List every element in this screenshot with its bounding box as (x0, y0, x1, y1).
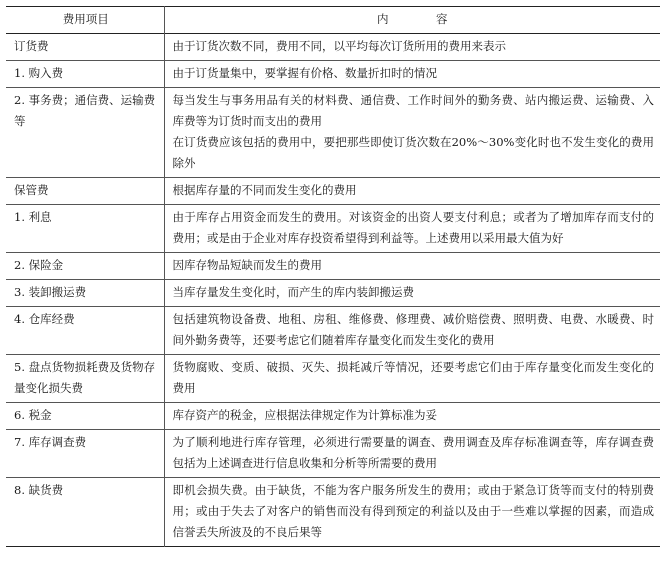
cost-content (164, 478, 660, 547)
cost-content (164, 430, 660, 478)
cost-item: 1. 利息 (6, 205, 164, 253)
cost-item: 5. 盘点货物损耗费及货物存量变化损失费 (6, 355, 164, 403)
table-row (6, 430, 660, 478)
header-item: 费用项目 (6, 7, 164, 34)
table-row (6, 307, 660, 355)
content-paragraph: 当库存量发生变化时，而产生的库内装卸搬运费 (172, 285, 414, 299)
cost-content (164, 253, 660, 280)
cost-content (164, 307, 660, 355)
cost-item: 8. 缺货费 (6, 478, 164, 547)
table-row (6, 178, 660, 205)
cost-content (164, 34, 660, 61)
content-paragraph: 由于库存占用资金而发生的费用。对该资金的出资人要支付利息；或者为了增加库存而支付的费用；或是由于企业对库存投资希望得到利益等。上述费用以采用最大值为好 (172, 210, 654, 245)
table-row (6, 403, 660, 430)
cost-item: 2. 保险金 (6, 253, 164, 280)
table-row (6, 205, 660, 253)
table-header-row (6, 7, 660, 34)
content-paragraph: 为了顺利地进行库存管理，必须进行需要量的调查、费用调查及库存标准调查等，库存调查费包括为上述调查进行信息收集和分析等所需要的费用 (172, 435, 654, 470)
cost-item: 4. 仓库经费 (6, 307, 164, 355)
cost-item: 2. 事务费；通信费、运输费等 (6, 88, 164, 178)
cost-item: 订货费 (6, 34, 164, 61)
content-paragraph: 根据库存量的不同而发生变化的费用 (172, 183, 357, 197)
content-paragraph: 包括建筑物设备费、地租、房租、维修费、修理费、减价赔偿费、照明费、电费、水暖费、时间外勤务费等，还要考虑它们随着库存量变化而发生变化的费用 (172, 312, 654, 347)
cost-table (6, 6, 660, 547)
table-row (6, 88, 660, 178)
cost-item: 保管费 (6, 178, 164, 205)
content-paragraph: 由于订货次数不同，费用不同，以平均每次订货所用的费用来表示 (172, 39, 506, 53)
cost-content (164, 280, 660, 307)
table-row (6, 34, 660, 61)
cost-item: 1. 购入费 (6, 61, 164, 88)
table-row (6, 280, 660, 307)
cost-item: 7. 库存调查费 (6, 430, 164, 478)
content-paragraph: 货物腐败、变质、破损、灭失、损耗减斤等情况，还要考虑它们由于库存量变化而发生变化的费用 (172, 360, 654, 395)
content-paragraph: 库存资产的税金，应根据法律规定作为计算标准为妥 (172, 408, 437, 422)
content-paragraph: 由于订货量集中，要掌握有价格、数量折扣时的情况 (172, 66, 437, 80)
cost-content (164, 403, 660, 430)
content-paragraph: 因库存物品短缺而发生的费用 (172, 258, 322, 272)
cost-content (164, 355, 660, 403)
header-content: 内 容 (377, 12, 466, 26)
content-paragraph: 在订货费应该包括的费用中，要把那些即使订货次数在20%～30%变化时也不发生变化的费用除外 (172, 135, 654, 170)
table-row (6, 355, 660, 403)
table-row (6, 61, 660, 88)
table-row (6, 478, 660, 547)
cost-content (164, 88, 660, 178)
content-paragraph: 即机会损失费。由于缺货，不能为客户服务所发生的费用；或由于紧急订货等而支付的特别费用；或由于失去了对客户的销售而没有得到预定的利益以及由于一些难以掌握的因素，而造成信誉丢失所波及的不良后果等 (172, 483, 654, 539)
cost-item: 3. 装卸搬运费 (6, 280, 164, 307)
cost-content (164, 205, 660, 253)
cost-item: 6. 税金 (6, 403, 164, 430)
content-paragraph: 每当发生与事务用品有关的材料费、通信费、工作时间外的勤务费、站内搬运费、运输费、入库费等为订货时而支出的费用 (172, 93, 654, 128)
cost-content (164, 178, 660, 205)
cost-content (164, 61, 660, 88)
table-row (6, 253, 660, 280)
